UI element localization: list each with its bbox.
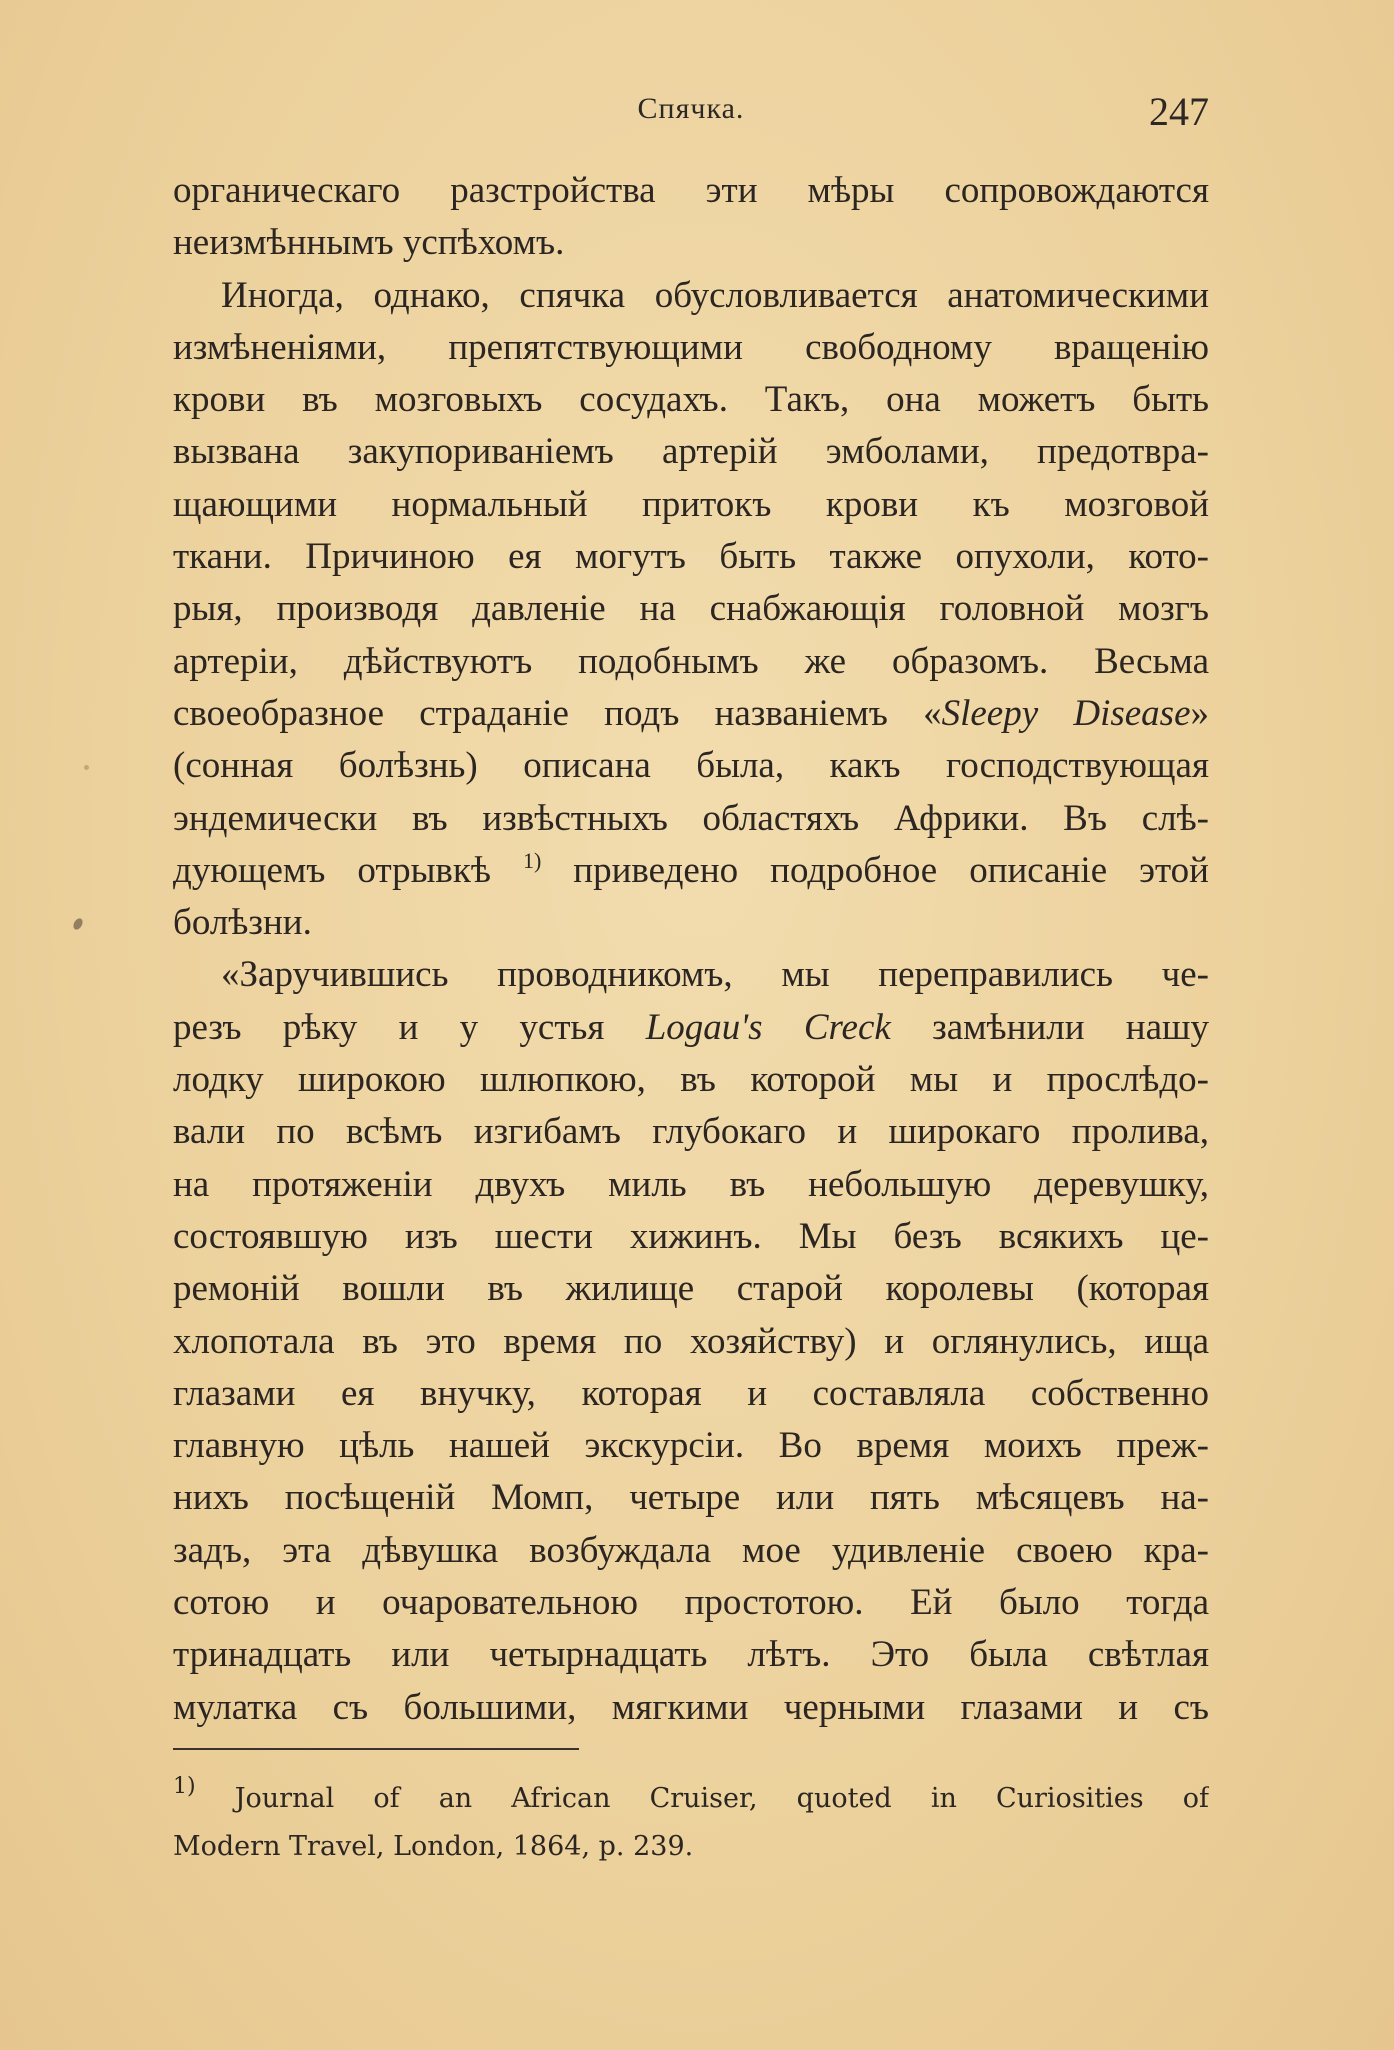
text-line: измѣненіями, препятствующими свободному вращенію: [173, 326, 1209, 368]
footnote: [173, 1775, 1209, 1871]
footnote-ref: 1): [522, 847, 542, 873]
footnote-text: Journal of an African Cruiser, quoted in Curiosities of: [195, 1783, 1209, 1814]
footnote-line: Modern Travel, London, 1864, p. 239.: [173, 1831, 694, 1862]
text-fragment: своеобразное страданіе подъ названіемъ «: [173, 692, 942, 734]
italic-placename: Logau's Creck: [645, 1006, 891, 1048]
text-line: сотою и очаровательною простотою. Ей было тогда: [173, 1582, 1209, 1624]
text-line: состоявшую изъ шести хижинъ. Мы безъ всякихъ це-: [173, 1215, 1209, 1257]
text-fragment: »: [1190, 692, 1209, 734]
text-line: Иногда, однако, спячка обусловливается анатомическими: [221, 274, 1209, 316]
text-line: артеріи, дѣйствуютъ подобнымъ же образомъ. Весьма: [173, 640, 1209, 682]
body-text: [173, 165, 1209, 1734]
text-line: «Заручившись проводникомъ, мы переправились че-: [221, 954, 1209, 996]
running-title: Спячка.: [637, 92, 745, 125]
text-line: (сонная болѣзнь) описана была, какъ господствующая: [173, 745, 1209, 787]
footnote-divider: [173, 1748, 579, 1750]
text-line: [173, 845, 1209, 897]
text-fragment: замѣнили нашу: [890, 1006, 1209, 1048]
text-line: задъ, эта дѣвушка возбуждала мое удивленіе своею кра-: [173, 1529, 1209, 1571]
text-fragment: приведено подробное описаніе этой: [541, 849, 1209, 891]
page-header: [173, 89, 1209, 140]
text-fragment: дующемъ отрывкѣ: [173, 849, 523, 891]
text-line: вали по всѣмъ изгибамъ глубокаго и широкаго пролива,: [173, 1111, 1209, 1153]
ink-speck: [84, 765, 89, 770]
text-line: рыя, производя давленіе на снабжающія головной мозгъ: [173, 588, 1209, 630]
text-line: болѣзни.: [173, 902, 312, 944]
ink-speck: [72, 917, 85, 931]
text-line: на протяженіи двухъ миль въ небольшую деревушку,: [173, 1163, 1209, 1205]
text-line: неизмѣннымъ успѣхомъ.: [173, 222, 565, 264]
text-line: ремоній вошли въ жилище старой королевы (которая: [173, 1268, 1209, 1310]
text-line: щающими нормальный притокъ крови къ мозговой: [173, 483, 1209, 525]
text-line: крови въ мозговыхъ сосудахъ. Такъ, она можетъ быть: [173, 379, 1209, 421]
text-line: главную цѣль нашей экскурсіи. Во время моихъ преж-: [173, 1425, 1209, 1467]
text-line: [173, 688, 1209, 740]
text-line: эндемически въ извѣстныхъ областяхъ Африки. Въ слѣ-: [173, 797, 1209, 839]
text-line: глазами ея внучку, которая и составляла собственно: [173, 1372, 1209, 1414]
text-line: нихъ посѣщеній Момп, четыре или пять мѣсяцевъ на-: [173, 1477, 1209, 1519]
footnote-line: [173, 1775, 1209, 1823]
italic-title: Sleepy Disease: [941, 692, 1191, 734]
text-line: ткани. Причиною ея могутъ быть также опухоли, кото-: [173, 536, 1209, 578]
text-line: вызвана закупориваніемъ артерій эмболами, предотвра-: [173, 431, 1209, 473]
text-line: хлопотала въ это время по хозяйству) и оглянулись, ища: [173, 1320, 1209, 1362]
text-line: мулатка съ большими, мягкими черными глазами и съ: [173, 1686, 1209, 1728]
footnote-marker: 1): [173, 1775, 196, 1799]
page-number: 247: [1149, 89, 1209, 134]
text-line: органическаго разстройства эти мѣры сопровождаются: [173, 170, 1209, 211]
text-line: лодку широкою шлюпкою, въ которой мы и прослѣдо-: [173, 1059, 1209, 1101]
text-line: тринадцать или четырнадцать лѣтъ. Это была свѣтлая: [173, 1634, 1209, 1676]
text-fragment: резъ рѣку и у устья: [173, 1006, 646, 1048]
text-line: [173, 1002, 1209, 1054]
